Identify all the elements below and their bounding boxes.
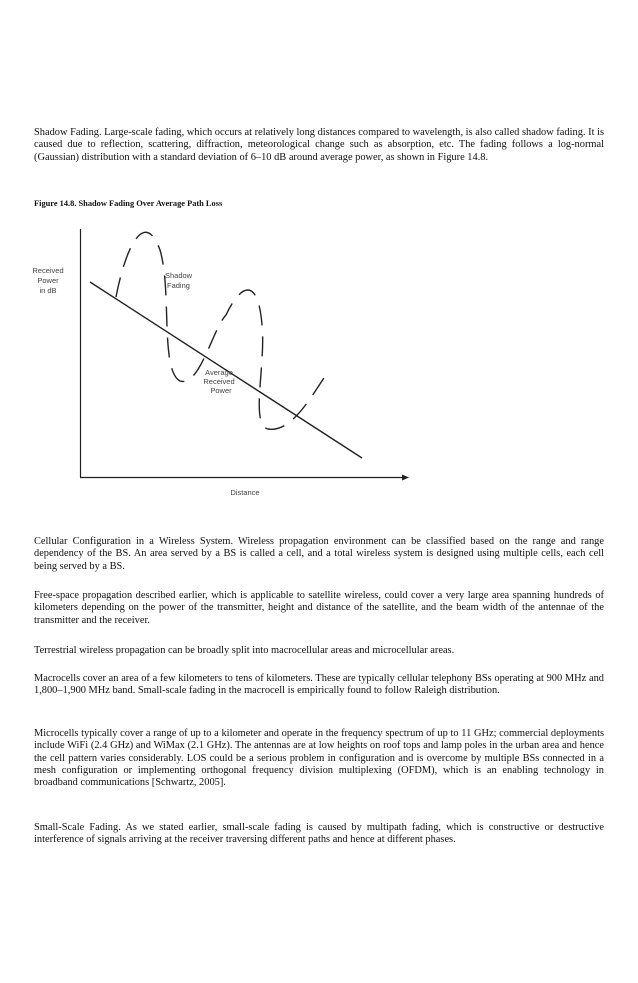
figure-caption: Figure 14.8. Shadow Fading Over Average Path Loss: [34, 199, 223, 208]
shadow-fading-label-line2: Fading: [167, 281, 190, 290]
paragraph-cellular-configuration: Cellular Configuration in a Wireless System. Wireless propagation environment can be classified based on the range and range dependency of the BS. An area served by a BS is called a cell, and a total wireless system is designed using multiple cells, each cell being served by a BS.: [34, 536, 604, 572]
shadow-fading-curve: [116, 232, 326, 429]
average-power-label-line1: Average: [205, 368, 233, 377]
y-axis-label-line2: Power: [37, 276, 59, 285]
paragraph-microcells: Microcells typically cover a range of up to a kilometer and operate in the frequency spectrum of up to 11 GHz; commercial deployments include WiFi (2.4 GHz) and WiMax (2.1 GHz). The antennas are at low heights on roof tops and lamp poles in the urban area and hence the cell pattern varies considerably. LOS could be a serious problem in configuration and is overcome by multiple BSs connected in a mesh configuration or implementing orthogonal frequency division multiplexing (OFDM), which is an enabling technology in broadband communications [Schwartz, 2005].: [34, 728, 604, 789]
y-axis-label-line3: in dB: [39, 286, 57, 295]
shadow-fading-label-line1: Shadow: [165, 271, 193, 280]
average-power-label-line2: Received: [203, 377, 235, 386]
paragraph-small-scale-fading: Small-Scale Fading. As we stated earlier, small-scale fading is caused by multipath fading, which is constructive or destructive interference of signals arriving at the receiver traversing different paths and hence at different phases.: [34, 822, 604, 846]
y-axis-label-line1: Received: [32, 266, 64, 275]
paragraph-macrocells: Macrocells cover an area of a few kilometers to tens of kilometers. These are typically cellular telephony BSs operating at 900 MHz and 1,800–1,900 MHz band. Small-scale fading in the macrocell is empirically found to follow Raleigh distribution.: [34, 673, 604, 697]
x-axis-label: Distance: [230, 488, 260, 497]
x-axis-arrowhead: [402, 475, 409, 481]
shadow-fading-figure: [0, 215, 638, 505]
paragraph-free-space: Free-space propagation described earlier, which is applicable to satellite wireless, could cover a very large area spanning hundreds of kilometers depending on the power of the transmitter, height and distance of the satellite, and the beam width of the antennae of the transmitter and the receiver.: [34, 590, 604, 626]
average-power-label-line3: Power: [210, 386, 232, 395]
paragraph-shadow-fading: Shadow Fading. Large-scale fading, which occurs at relatively long distances compared to wavelength, is also called shadow fading. It is caused due to reflection, scattering, diffraction, meteorological change such as absorption, etc. The fading follows a log-normal (Gaussian) distribution with a standard deviation of 6–10 dB around average power, as shown in Figure 14.8.: [34, 127, 604, 163]
paragraph-terrestrial: Terrestrial wireless propagation can be broadly split into macrocellular areas and microcellular areas.: [34, 645, 455, 656]
